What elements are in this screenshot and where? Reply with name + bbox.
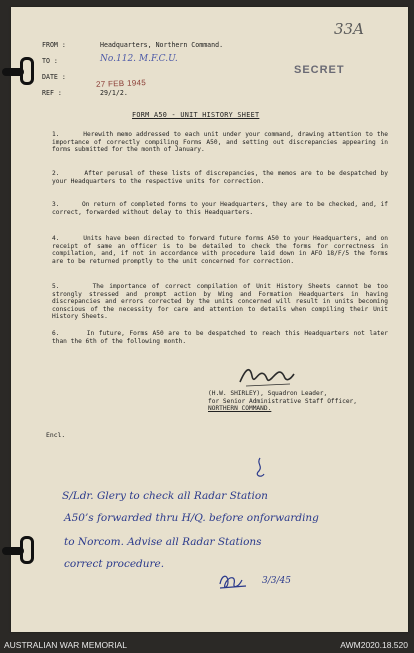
paragraph-number: 4. bbox=[52, 235, 60, 242]
binder-ring-bottom bbox=[20, 536, 34, 564]
paragraph-5 bbox=[52, 283, 388, 321]
signature-org: NORTHERN COMMAND. bbox=[208, 405, 272, 413]
footer-institution: AUSTRALIAN WAR MEMORIAL bbox=[4, 640, 127, 650]
paragraph-number: 2. bbox=[52, 170, 60, 177]
paragraph-4 bbox=[52, 235, 388, 265]
handwritten-signature bbox=[236, 362, 296, 392]
date-stamp: 27 FEB 1945 bbox=[95, 78, 147, 89]
to-label: TO : bbox=[42, 57, 58, 65]
paragraph-text: Units have been directed to forward future forms A50 to your Headquarters, and on receipt of same an officer is to be detailed to check the forms for correctness in compilation, and, if not in accordance with procedure laid down in AFO 18/F/5 the forms are to be returned promptly to the unit concerned for correction. bbox=[52, 235, 388, 265]
paragraph-number: 6. bbox=[52, 330, 60, 337]
paragraph-6 bbox=[52, 330, 388, 345]
classification-stamp: SECRET bbox=[294, 64, 345, 76]
paragraph-2 bbox=[52, 170, 388, 185]
enclosure-label: Encl. bbox=[46, 431, 66, 439]
signature-block bbox=[208, 390, 357, 413]
page-number: 33A bbox=[334, 20, 364, 38]
handwritten-note-line-2: A50’s forwarded thru H/Q. before onforwarding bbox=[64, 512, 319, 524]
ref-label: REF : bbox=[42, 89, 62, 97]
paragraph-number: 3. bbox=[52, 201, 60, 208]
from-value: Headquarters, Northern Command. bbox=[100, 41, 224, 49]
paragraph-text: Herewith memo addressed to each unit under your command, drawing attention to the importance of correctly compiling Forms A50, and setting out discrepancies appearing in forms submitted for the month of January. bbox=[52, 131, 388, 154]
paragraph-3 bbox=[52, 201, 388, 216]
signature-role: for Senior Administrative Staff Officer, bbox=[208, 397, 358, 405]
signature-name: (H.W. SHIRLEY), Squadron Leader, bbox=[208, 390, 328, 397]
from-label: FROM : bbox=[42, 41, 66, 49]
binder-ring-top bbox=[20, 57, 34, 85]
paragraph-text: The importance of correct compilation of Unit History Sheets cannot be too strongly stressed and prompt action by Wing and Formation Headquarters in having discrepancies and errors corrected by the units concerned will result in units becoming conscious of the necessity for care and attention to details when compiling their Unit History Sheets. bbox=[52, 283, 388, 321]
paragraph-text: In future, Forms A50 are to be despatched to reach this Headquarters not later than the 6th of the following month. bbox=[52, 330, 388, 345]
paragraph-number: 5. bbox=[52, 283, 60, 290]
paragraph-number: 1. bbox=[52, 131, 60, 138]
date-label: DATE : bbox=[42, 73, 66, 81]
paragraph-text: After perusal of these lists of discrepancies, the memos are to be despatched by your Headquarters to the respective units for correction. bbox=[52, 170, 388, 185]
handwritten-note-line-1: S/Ldr. Glery to check all Radar Station bbox=[62, 490, 268, 502]
paragraph-1 bbox=[52, 131, 388, 154]
handwritten-mark bbox=[252, 456, 268, 480]
document-title: FORM A50 - UNIT HISTORY SHEET bbox=[132, 111, 260, 119]
handwritten-initials bbox=[216, 570, 250, 592]
to-value: No.112. M.F.C.U. bbox=[100, 54, 178, 64]
ref-value: 29/1/2. bbox=[100, 89, 128, 97]
paragraph-text: On return of completed forms to your Headquarters, they are to be checked, and, if correct, forwarded without delay to this Headquarters. bbox=[52, 201, 388, 216]
handwritten-note-line-4: correct procedure. bbox=[64, 558, 165, 570]
footer-accession-number: AWM2020.18.520 bbox=[340, 640, 408, 650]
handwritten-note-line-3: to Norcom. Advise all Radar Stations bbox=[64, 536, 262, 548]
handwritten-date: 3/3/45 bbox=[262, 576, 291, 586]
